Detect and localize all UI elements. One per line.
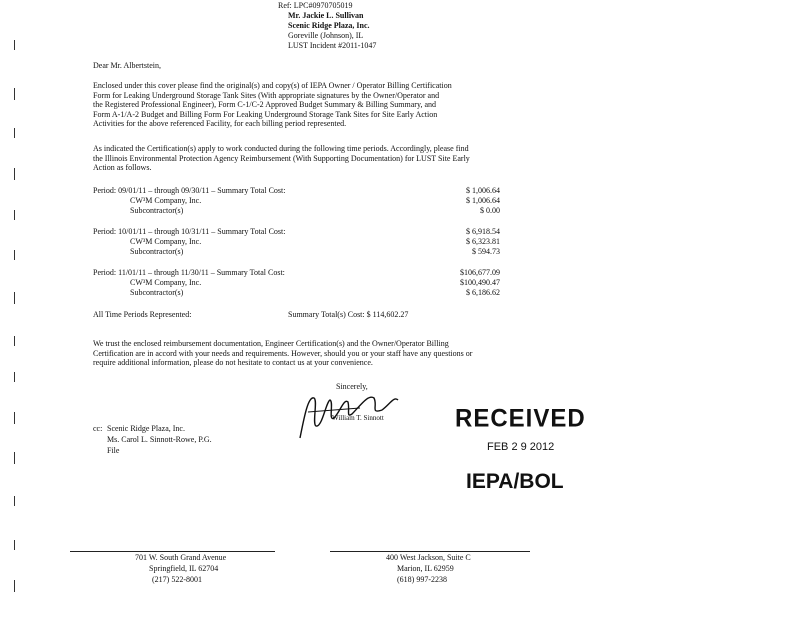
received-date: FEB 2 9 2012 — [487, 441, 555, 453]
closing: Sincerely, — [336, 382, 368, 391]
period-total: $106,677.09 — [460, 268, 500, 277]
binding-mark — [14, 250, 21, 260]
period-label: Period: 10/01/11 – through 10/31/11 – Summary Total Cost: — [93, 227, 286, 236]
received-stamp: RECEIVED — [455, 404, 586, 433]
period-line-amount: $ 1,006.64 — [466, 196, 500, 205]
binding-mark — [14, 372, 21, 382]
recipient-name: Mr. Jackie L. Sullivan — [288, 11, 364, 20]
paragraph-enclosure: Enclosed under this cover please find the original(s) and copy(s) of IEPA Owner / Operator Billing Certification Form for Leaking Underground Storage Tank Sites (With appropriate signatures by the Owner/Operator and the Registered Professional Engineer), Form C-1/C-2 Approved Budget Summary & Billing Summary, and Form A-1/A-2 Budget and Billing Form For Leaking Underground Storage Tank Sites for Site Early Action Activities for the above referenced Facility, for each billing period represented. — [93, 81, 452, 128]
incident-number: LUST Incident #2011-1047 — [288, 41, 377, 50]
binding-mark — [14, 412, 21, 424]
period-total: $ 1,006.64 — [466, 186, 500, 195]
period-line-amount: $ 6,323.81 — [466, 237, 500, 246]
cc-line: Ms. Carol L. Sinnott-Rowe, P.G. — [107, 435, 212, 444]
signer-name: William T. Sinnott — [332, 414, 384, 422]
cc-label: cc: — [93, 424, 103, 433]
reference-number: Ref: LPC#0970705019 — [278, 1, 353, 10]
period-line-name: Subcontractor(s) — [130, 206, 184, 215]
binding-mark — [14, 336, 21, 346]
period-line-name: Subcontractor(s) — [130, 247, 184, 256]
period-label: Period: 09/01/11 – through 09/30/11 – Summary Total Cost: — [93, 186, 286, 195]
footer-address: Springfield, IL 62704 — [149, 564, 219, 573]
period-line-amount: $ 0.00 — [480, 206, 500, 215]
cc-line: File — [107, 446, 120, 455]
salutation: Dear Mr. Albertstein, — [93, 61, 161, 70]
binding-mark — [14, 40, 21, 50]
period-line-amount: $100,490.47 — [460, 278, 500, 287]
cc-line: Scenic Ridge Plaza, Inc. — [107, 424, 185, 433]
paragraph-periods: As indicated the Certification(s) apply to work conducted during the following time periods. Accordingly, please find the Illinois Environmental Protection Agency Reimbursement (With Supporting Documentation) for LUST Site Early Action as follows. — [93, 144, 470, 172]
binding-mark — [14, 210, 21, 220]
period-line-name: CW³M Company, Inc. — [130, 237, 202, 246]
recipient-location: Goreville (Johnson), IL — [288, 31, 364, 40]
binding-mark — [14, 580, 21, 592]
paragraph-closing: We trust the enclosed reimbursement documentation, Engineer Certification(s) and the Owner/Operator Billing Certification are in accord with your needs and requirements. However, should you or your staff have any questions or require additional information, please do not hesitate to contact us at your convenience. — [93, 339, 473, 367]
footer-rule — [70, 551, 275, 552]
period-line-amount: $ 6,186.62 — [466, 288, 500, 297]
binding-mark — [14, 540, 21, 550]
footer-phone: (618) 997-2238 — [397, 575, 447, 584]
footer-phone: (217) 522-8001 — [152, 575, 202, 584]
footer-rule — [330, 551, 530, 552]
period-line-name: CW³M Company, Inc. — [130, 196, 202, 205]
period-total: $ 6,918.54 — [466, 227, 500, 236]
period-line-name: CW³M Company, Inc. — [130, 278, 202, 287]
period-line-name: Subcontractor(s) — [130, 288, 184, 297]
binding-mark — [14, 292, 21, 304]
binding-mark — [14, 496, 21, 506]
summary-total: Summary Total(s) Cost: $ 114,602.27 — [288, 310, 409, 319]
agency-stamp: IEPA/BOL — [466, 470, 564, 493]
binding-mark — [14, 452, 21, 464]
binding-mark — [14, 128, 21, 138]
footer-address: 400 West Jackson, Suite C — [386, 553, 471, 562]
binding-mark — [14, 168, 21, 180]
period-label: Period: 11/01/11 – through 11/30/11 – Summary Total Cost: — [93, 268, 285, 277]
footer-address: 701 W. South Grand Avenue — [135, 553, 227, 562]
binding-mark — [14, 88, 21, 100]
all-periods-label: All Time Periods Represented: — [93, 310, 192, 319]
period-line-amount: $ 594.73 — [472, 247, 500, 256]
recipient-company: Scenic Ridge Plaza, Inc. — [288, 21, 370, 30]
footer-address: Marion, IL 62959 — [397, 564, 454, 573]
